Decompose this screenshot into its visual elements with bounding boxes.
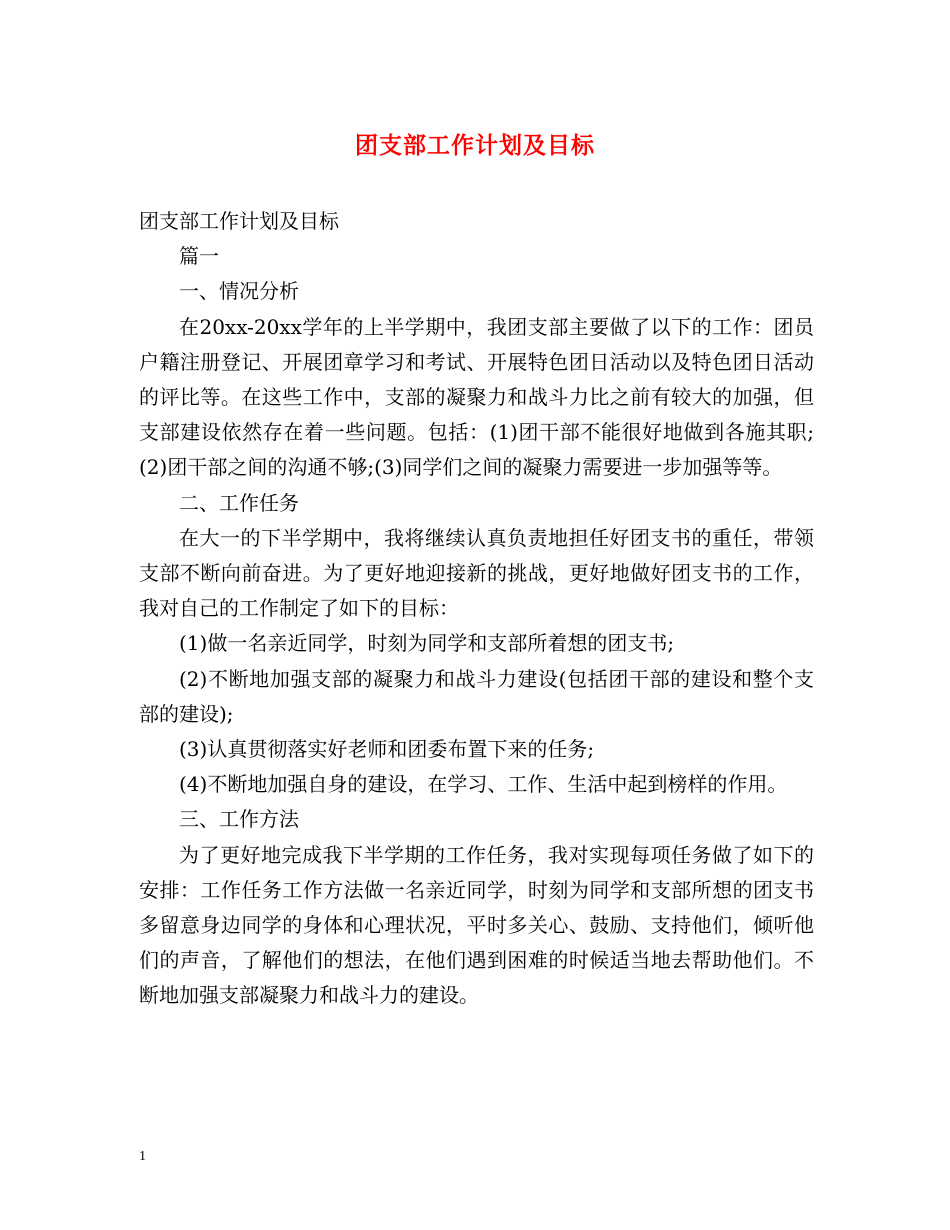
body-heading: 团支部工作计划及目标: [139, 209, 339, 233]
page-number: 1: [139, 1149, 146, 1164]
document-title: 团支部工作计划及目标: [355, 133, 595, 159]
list-item-goal-3: (3)认真贯彻落实好老师和团委布置下来的任务;: [179, 737, 595, 762]
list-item-goal-2: (2)不断地加强支部的凝聚力和战斗力建设(包括团干部的建设和整个支部的建设);: [139, 666, 814, 726]
list-item-goal-1: (1)做一名亲近同学，时刻为同学和支部所着想的团支书;: [179, 631, 675, 656]
paragraph-work-methods: 为了更好地完成我下半学期的工作任务，我对实现每项任务做了如下的安排：工作任务工作方法做一名亲近同学，时刻为同学和支部所想的团支书多留意身边同学的身体和心理状况，平时多关心、鼓励、支持他们，倾听他们的声音，了解他们的想法，在他们遇到困难的时候适当地去帮助他们。不断地加强支部凝聚力和战斗力的建设。: [139, 842, 814, 1008]
paragraph-work-tasks-intro: 在大一的下半学期中，我将继续认真负责地担任好团支书的重任，带领支部不断向前奋进。为了更好地迎接新的挑战，更好地做好团支书的工作，我对自己的工作制定了如下的目标：: [139, 525, 814, 621]
list-item-goal-4: (4)不断地加强自身的建设，在学习、工作、生活中起到榜样的作用。: [179, 772, 788, 797]
section-label-part-one: 篇一: [179, 244, 219, 269]
section-heading-work-methods: 三、工作方法: [179, 807, 299, 832]
document-body: [139, 204, 814, 1014]
section-heading-situation-analysis: 一、情况分析: [179, 279, 299, 304]
section-heading-work-tasks: 二、工作任务: [179, 490, 299, 515]
paragraph-situation-analysis: 在20xx-20xx学年的上半学期中，我团支部主要做了以下的工作：团员户籍注册登记、开展团章学习和考试、开展特色团日活动以及特色团日活动的评比等。在这些工作中，支部的凝聚力和战斗力比之前有较大的加强，但支部建设依然存在着一些问题。包括：(1)团干部不能很好地做到各施其职;(2)团干部之间的沟通不够;(3)同学们之间的凝聚力需要进一步加强等等。: [139, 314, 814, 480]
